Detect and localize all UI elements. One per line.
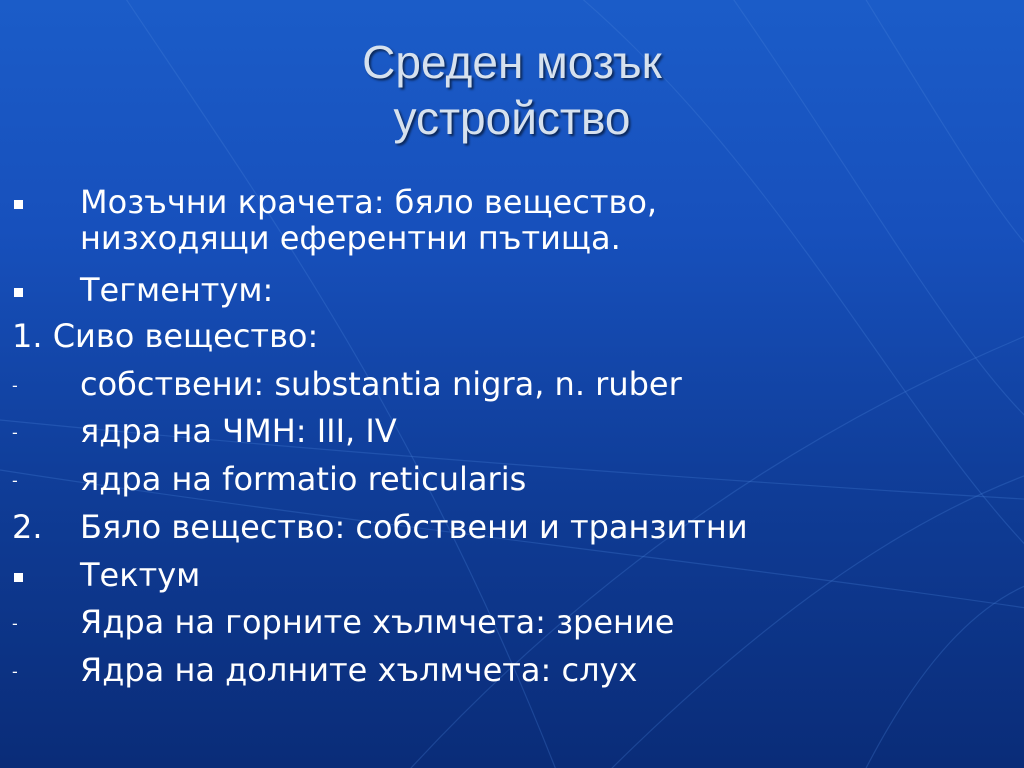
square-bullet-icon xyxy=(12,557,52,593)
title-line-2: устройство xyxy=(393,92,631,144)
item-text-line-1: Мозъчни крачета: бяло вещество, xyxy=(80,183,658,221)
item-text: Тегментум: xyxy=(80,271,274,309)
square-bullet-icon xyxy=(12,184,52,220)
bullet-square-shape xyxy=(14,200,23,209)
item-text: Ядра на долните хълмчета: слух xyxy=(80,651,638,689)
list-item-tectum xyxy=(0,557,1000,593)
dash-glyph: - xyxy=(12,471,18,490)
list-item-cranial-nerve-nuclei xyxy=(0,413,1000,449)
dash-bullet-icon xyxy=(12,413,52,449)
item-text: ядра на formatio reticularis xyxy=(80,460,527,498)
item-text-line-2: низходящи еферентни пътища. xyxy=(80,219,621,257)
list-item-grey-matter xyxy=(0,318,1000,354)
item-number: 2. xyxy=(12,508,43,546)
dash-glyph: - xyxy=(12,614,18,633)
dash-bullet-icon xyxy=(12,461,52,497)
dash-bullet-icon xyxy=(12,366,52,402)
item-text: собствени: substantia nigra, n. ruber xyxy=(80,365,682,403)
item-text: Бяло вещество: собствени и транзитни xyxy=(80,508,748,546)
item-text: 1. Сиво вещество: xyxy=(12,317,319,355)
title-line-1: Среден мозък xyxy=(362,36,662,88)
list-item-reticular-formation xyxy=(0,461,1000,497)
list-item-superior-colliculi xyxy=(0,604,1000,640)
dash-glyph: - xyxy=(12,376,18,395)
bullet-square-shape xyxy=(14,288,23,297)
item-text: Ядра на горните хълмчета: зрение xyxy=(80,603,675,641)
dash-bullet-icon xyxy=(12,604,52,640)
dash-glyph: - xyxy=(12,423,18,442)
list-item-white-matter xyxy=(0,509,1000,545)
square-bullet-icon xyxy=(12,272,52,308)
item-text: Тектум xyxy=(80,556,201,594)
list-item-own-nuclei xyxy=(0,366,1000,402)
item-text: ядра на ЧМН: III, IV xyxy=(80,412,397,450)
dash-bullet-icon xyxy=(12,652,52,688)
bullet-square-shape xyxy=(14,573,23,582)
list-item-inferior-colliculi xyxy=(0,652,1000,688)
list-item-cerebral-peduncles xyxy=(0,184,1000,256)
list-item-tegmentum xyxy=(0,272,1000,308)
dash-glyph: - xyxy=(12,662,18,681)
